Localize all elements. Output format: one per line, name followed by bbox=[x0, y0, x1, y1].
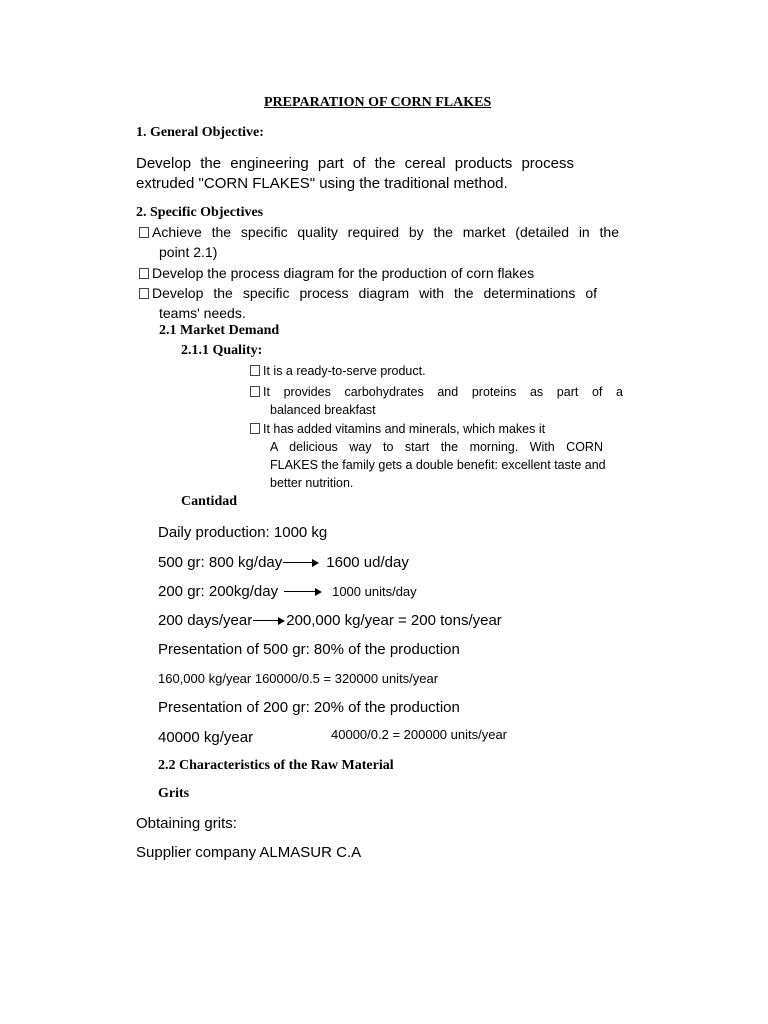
missing-glyph-box-icon bbox=[139, 268, 149, 279]
line-200gr-left: 200 gr: 200kg/day bbox=[158, 583, 279, 600]
line-500gr-left: 500 gr: 800 kg/day bbox=[158, 554, 283, 571]
quality-heading: 2.1.1 Quality: bbox=[181, 343, 263, 358]
cantidad-heading: Cantidad bbox=[181, 494, 238, 509]
specific-objective-1 bbox=[139, 223, 619, 242]
specific-objective-3 bbox=[139, 284, 597, 303]
daily-production: Daily production: 1000 kg bbox=[158, 524, 328, 541]
quality-item-3-line-2-box bbox=[270, 438, 603, 456]
general-objective-text bbox=[136, 154, 574, 194]
raw-material-heading: 2.2 Characteristics of the Raw Material bbox=[158, 758, 394, 773]
right-arrow-icon bbox=[253, 617, 285, 625]
document-title: PREPARATION OF CORN FLAKES bbox=[264, 95, 492, 110]
quality-item-1-text: It is a ready-to-serve product. bbox=[263, 364, 426, 378]
missing-glyph-box-icon bbox=[250, 423, 260, 434]
general-objective-line-1: Develop the engineering part of the cereal products process bbox=[136, 155, 574, 172]
specific-objective-1-line-1: Achieve the specific quality required by the market (detailed in the bbox=[152, 224, 619, 240]
presentation-200gr: Presentation of 200 gr: 20% of the production bbox=[158, 699, 460, 716]
general-objective-heading: 1. General Objective: bbox=[136, 125, 264, 140]
line-days-right: 200,000 kg/year = 200 tons/year bbox=[286, 612, 502, 629]
supplier-company: Supplier company ALMASUR C.A bbox=[136, 844, 362, 861]
quality-item-2 bbox=[250, 383, 623, 401]
line-days bbox=[158, 611, 502, 631]
quality-item-3-line-2: A delicious way to start the morning. With CORN bbox=[270, 440, 603, 454]
quality-item-2-line-2: balanced breakfast bbox=[270, 403, 376, 417]
missing-glyph-box-icon bbox=[250, 386, 260, 397]
market-demand-heading: 2.1 Market Demand bbox=[159, 323, 280, 338]
grits-heading: Grits bbox=[158, 786, 190, 801]
specific-objectives-heading: 2. Specific Objectives bbox=[136, 205, 264, 220]
missing-glyph-box-icon bbox=[139, 288, 149, 299]
line-500gr-right: 1600 ud/day bbox=[326, 554, 409, 571]
line-200gr-right: 1000 units/day bbox=[332, 584, 417, 599]
line-days-left: 200 days/year bbox=[158, 612, 253, 629]
quality-item-3 bbox=[250, 420, 545, 438]
calc-200gr: 40000/0.2 = 200000 units/year bbox=[331, 727, 508, 742]
missing-glyph-box-icon bbox=[139, 227, 149, 238]
quality-item-2-line-1: It provides carbohydrates and proteins as part of a bbox=[263, 385, 623, 399]
general-objective-line-2: extruded "CORN FLAKES" using the traditional method. bbox=[136, 175, 508, 192]
right-arrow-icon bbox=[284, 588, 322, 596]
specific-objective-3-line-1: Develop the specific process diagram with the determinations of bbox=[152, 285, 597, 301]
line-500gr bbox=[158, 553, 409, 573]
specific-objective-2-text: Develop the process diagram for the production of corn flakes bbox=[152, 265, 535, 281]
calc-500gr: 160,000 kg/year 160000/0.5 = 320000 units/year bbox=[158, 671, 439, 686]
quality-item-3-line-4: better nutrition. bbox=[270, 476, 354, 490]
presentation-500gr: Presentation of 500 gr: 80% of the production bbox=[158, 641, 460, 658]
specific-objective-3-line-2: teams' needs. bbox=[159, 305, 246, 321]
quality-item-3-line-3: FLAKES the family gets a double benefit: excellent taste and bbox=[270, 458, 606, 472]
quality-item-1 bbox=[250, 362, 426, 380]
line-200gr bbox=[158, 582, 417, 602]
kg-40000: 40000 kg/year bbox=[158, 729, 254, 746]
obtaining-grits: Obtaining grits: bbox=[136, 815, 237, 832]
right-arrow-icon bbox=[283, 559, 319, 567]
specific-objective-2 bbox=[139, 264, 534, 283]
specific-objective-1-line-2: point 2.1) bbox=[159, 244, 218, 260]
missing-glyph-box-icon bbox=[250, 365, 260, 376]
quality-item-3-line-1: It has added vitamins and minerals, which makes it bbox=[263, 422, 546, 436]
